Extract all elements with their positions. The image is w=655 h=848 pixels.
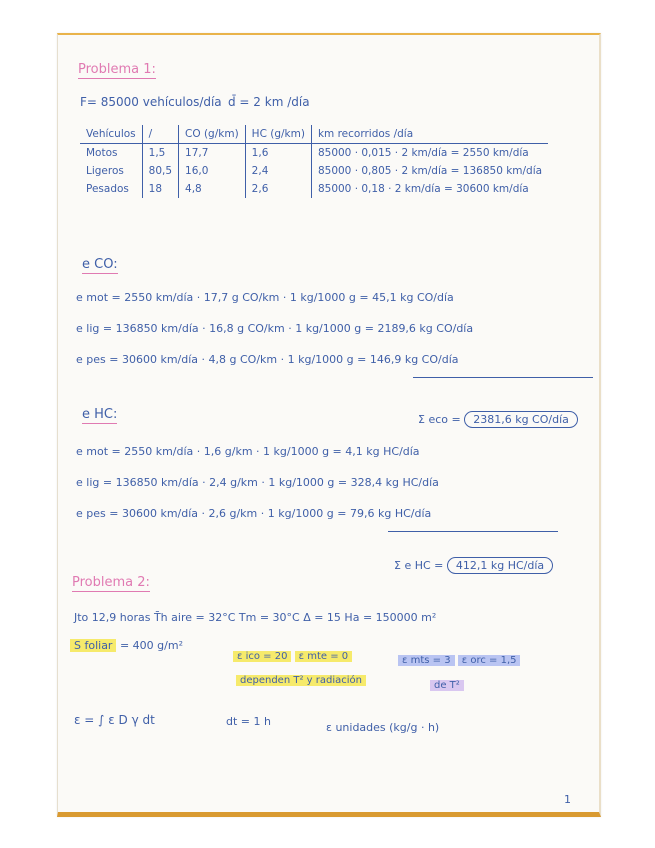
ehc-sum-rule bbox=[388, 531, 558, 532]
page-number: 1 bbox=[564, 793, 571, 806]
eco-line-motos: e mot = 2550 km/día · 17,7 g CO/km · 1 kg/1000 g = 45,1 kg CO/día bbox=[76, 291, 454, 304]
sfoliar-row bbox=[70, 639, 183, 652]
table-cell: 1,6 bbox=[245, 144, 311, 163]
units-note: ε unidades (kg/g · h) bbox=[326, 721, 440, 734]
eco-title: e CO: bbox=[82, 257, 118, 272]
table-cell: 4,8 bbox=[179, 180, 246, 198]
depend-note bbox=[236, 675, 366, 686]
ehc-line-motos: e mot = 2550 km/día · 1,6 g/km · 1 kg/1000 g = 4,1 kg HC/día bbox=[76, 445, 420, 458]
eco-line-pesados: e pes = 30600 km/día · 4,8 g CO/km · 1 kg/1000 g = 146,9 kg CO/día bbox=[76, 353, 459, 366]
ehc-sum-label: Σ e HC = bbox=[394, 559, 444, 572]
col-header: CO (g/km) bbox=[179, 125, 246, 144]
col-header: / bbox=[142, 125, 178, 144]
vehicle-table bbox=[80, 125, 548, 198]
table-cell: 85000 · 0,805 · 2 km/día = 136850 km/día bbox=[317, 165, 543, 177]
eps-orc: ε orc = 1,5 bbox=[458, 655, 521, 666]
ehc-title: e HC: bbox=[82, 407, 118, 422]
ehc-line-ligeros: e lig = 136850 km/día · 2,4 g/km · 1 kg/1000 g = 328,4 kg HC/día bbox=[76, 476, 439, 489]
dep-t-note bbox=[430, 680, 464, 691]
dep-t-text: de T² bbox=[430, 680, 464, 691]
eps-yellow-row bbox=[233, 651, 352, 662]
ehc-sum bbox=[394, 557, 553, 574]
table-cell: Motos bbox=[80, 144, 142, 163]
table-cell: 2,6 bbox=[245, 180, 311, 198]
eco-sum-rule bbox=[413, 377, 593, 378]
table-cell: 1,5 bbox=[142, 144, 178, 163]
eps-blue-row bbox=[398, 655, 520, 666]
col-header: km recorridos /día bbox=[311, 125, 548, 144]
eco-sum-value: 2381,6 kg CO/día bbox=[464, 411, 578, 428]
eps-mte: ε mte = 0 bbox=[295, 651, 353, 662]
table-cell: Ligeros bbox=[80, 162, 142, 180]
table-cell: 85000 · 0,18 · 2 km/día = 30600 km/día bbox=[317, 183, 529, 195]
given-distance: d̄ = 2 km /día bbox=[228, 95, 310, 109]
table-row bbox=[80, 162, 548, 180]
table-row bbox=[80, 144, 548, 163]
table-cell: 85000 · 0,015 · 2 km/día = 2550 km/día bbox=[317, 147, 529, 159]
eco-sum-label: Σ eco = bbox=[418, 413, 461, 426]
sfoliar-value: = 400 g/m² bbox=[119, 639, 183, 652]
problem-2-title: Problema 2: bbox=[72, 575, 150, 590]
table-row bbox=[80, 180, 548, 198]
ehc-line-pesados: e pes = 30600 km/día · 2,6 g/km · 1 kg/1000 g = 79,6 kg HC/día bbox=[76, 507, 432, 520]
col-header: HC (g/km) bbox=[245, 125, 311, 144]
eco-sum bbox=[418, 411, 578, 428]
table-header-row bbox=[80, 125, 548, 144]
given-flow: F= 85000 vehículos/día bbox=[80, 95, 222, 109]
sfoliar-label: S foliar bbox=[70, 639, 116, 652]
table-cell: 16,0 bbox=[179, 162, 246, 180]
eps-mts: ε mts = 3 bbox=[398, 655, 455, 666]
integral-eq: ε = ∫ ε D γ dt bbox=[74, 713, 155, 727]
table-cell: 80,5 bbox=[142, 162, 178, 180]
table-cell: Pesados bbox=[80, 180, 142, 198]
dt-eq: dt = 1 h bbox=[226, 715, 271, 728]
eps-ico: ε ico = 20 bbox=[233, 651, 291, 662]
table-cell: 17,7 bbox=[179, 144, 246, 163]
table-cell: 2,4 bbox=[245, 162, 311, 180]
depend-text: dependen T² y radiación bbox=[236, 675, 366, 686]
eco-line-ligeros: e lig = 136850 km/día · 16,8 g CO/km · 1 kg/1000 g = 2189,6 kg CO/día bbox=[76, 322, 474, 335]
problem-1-title: Problema 1: bbox=[78, 62, 156, 77]
p2-conditions: Jto 12,9 horas T̄h aire = 32°C Tm = 30°C Δ = 15 Ha = 150000 m² bbox=[74, 611, 437, 624]
table-cell: 18 bbox=[142, 180, 178, 198]
ehc-sum-value: 412,1 kg HC/día bbox=[447, 557, 553, 574]
col-header: Vehículos bbox=[80, 125, 142, 144]
notebook-page bbox=[57, 33, 601, 817]
